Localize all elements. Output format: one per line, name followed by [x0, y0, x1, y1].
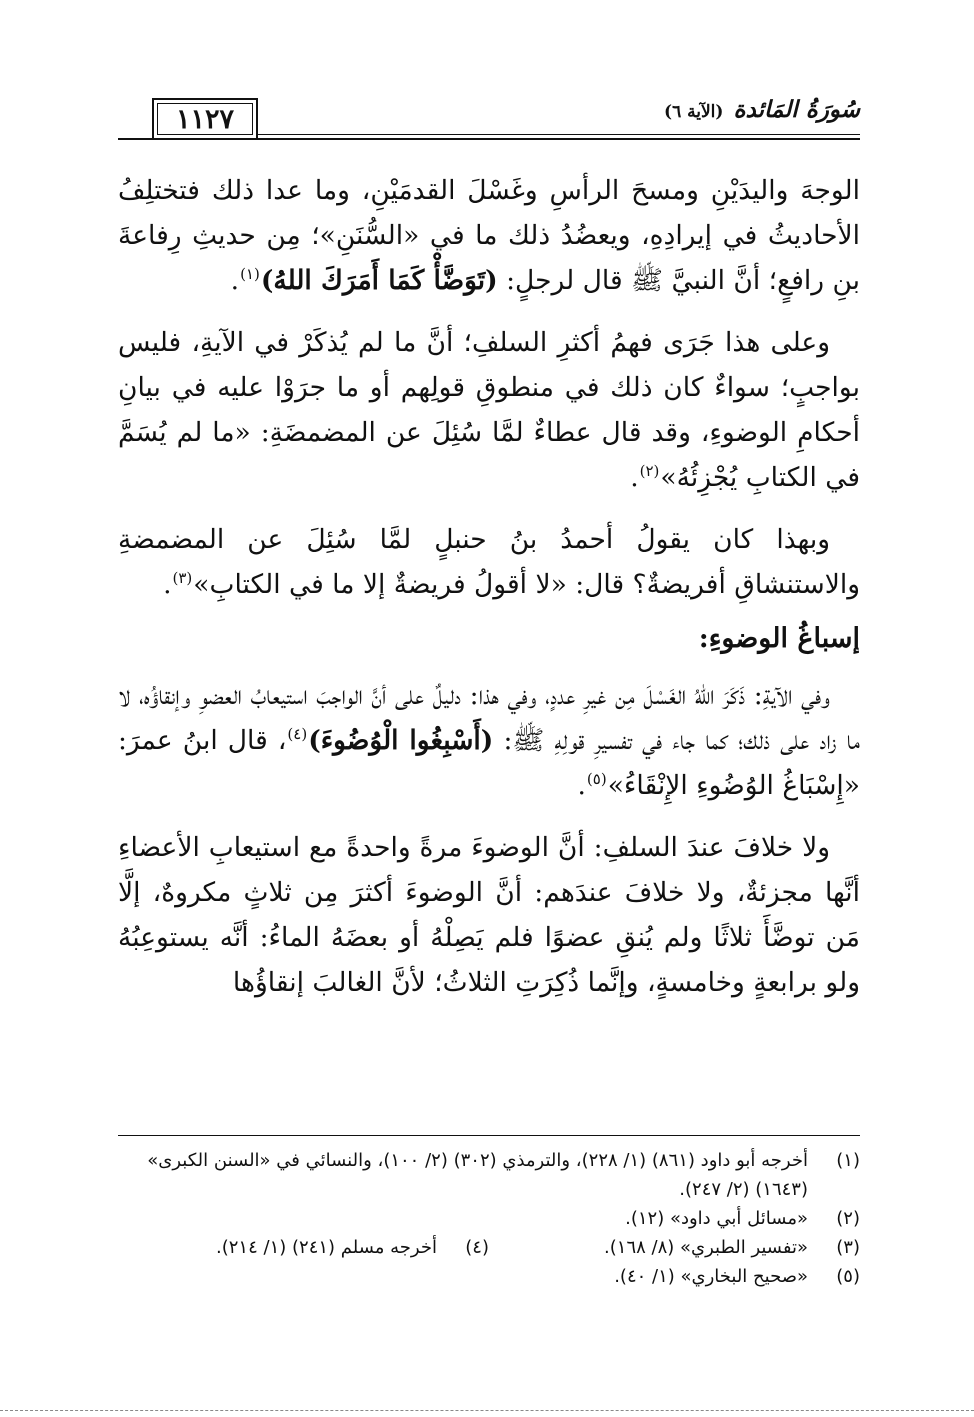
footnote-ref-3[interactable]: (٣) [172, 569, 193, 588]
paragraph-2 [118, 320, 860, 500]
footnote-4-text: أخرجه مسلم (٢٤١) (١/ ٢١٤). [216, 1237, 437, 1258]
paragraph-5 [118, 825, 860, 1005]
paragraph-3 [118, 517, 860, 607]
hadith-quote-1: (تَوَضَّأْ كَمَا أَمَرَكَ اللهُ) [260, 265, 498, 296]
footnote-ref-1[interactable]: (١) [240, 265, 260, 284]
footnote-ref-2[interactable]: (٢) [639, 462, 660, 481]
paragraph-2-text: وعلى هذا جَرَى فهمُ أكثرِ السلفِ؛ أنَّ ما لم يُذكَرْ في الآيةِ، فليس بواجبٍ؛ سواءٌ كان ذلك في منطوقِ قولِهم أو ما جرَوْا عليه في بيانِ أحكامِ الوضوءِ، وقد قال عطاءٌ لمَّا سُئِلَ عن المضمضَةِ: «ما لم يُسَمَّ في الكتابِ يُجْزِئُهُ» [118, 327, 860, 493]
paragraph-1-end: . [230, 265, 240, 296]
footnote-5-number: (٥) [836, 1266, 860, 1287]
footnote-3-text: «تفسير الطبري» (٨/ ١٦٨). [604, 1237, 808, 1258]
page-number-frame [152, 98, 258, 140]
section-heading: إسباغُ الوضوءِ: [698, 623, 860, 654]
footnotes [118, 1146, 860, 1291]
paragraph-3-end: . [163, 569, 172, 600]
scan-edge-mark [0, 1410, 974, 1411]
footnote-separator [118, 1135, 860, 1136]
footnote-2 [118, 1204, 860, 1233]
footnote-4 [118, 1233, 489, 1262]
footnotes-3-4-row [118, 1233, 860, 1262]
paragraph-4-text: وفي الآيةِ: ذَكَرَ اللهُ الغَسْلَ مِن غيرِ عددٍ، وفي هذا: دليلٌ على أنَّ الواجبَ استيعابُ العضوِ وإنقاؤُه، لا ما زاد على ذلك؛ كما جاء في تفسيرِ قولِهِ ﷺ: [118, 680, 861, 756]
footnote-1 [118, 1146, 860, 1204]
footnote-2-text: «مسائل أبي داود» (١٢). [625, 1208, 808, 1229]
footnote-3 [489, 1233, 860, 1262]
paragraph-4-end: . [577, 770, 586, 801]
page-header [118, 96, 860, 144]
footnote-ref-4[interactable]: (٤) [287, 725, 308, 744]
footnote-2-number: (٢) [836, 1208, 860, 1229]
main-text [118, 168, 860, 1005]
footnote-3-number: (٣) [836, 1237, 860, 1258]
paragraph-5-text: ولا خلافَ عندَ السلفِ: أنَّ الوضوءَ مرةً واحدةً مع استيعابِ الأعضاءِ أنَّها مجزئةٌ، ولا خلافَ عندَهم: أنَّ الوضوءَ أكثرَ مِن ثلاثٍ مكروهٌ، إلَّا مَن توضَّأَ ثلاثًا ولم يُنقِ عضوًا فلم يَصِلْهُ أو بعضَهُ الماءُ: أنَّه يستوعِبُهُ ولو برابعةٍ وخامسةٍ، وإنَّما ذُكِرَتِ الثلاثُ؛ لأنَّ الغالبَ إنقاؤُها [118, 832, 860, 998]
footnote-5 [118, 1262, 860, 1291]
paragraph-4-middle: ، قال ابنُ عمرَ: «إِسْبَاغُ الوُضُوءِ الإِنْقَاءُ» [118, 725, 860, 801]
footnote-5-text: «صحيح البخاري» (١/ ٤٠). [614, 1266, 808, 1287]
ayah-reference: (الآية ٦) [664, 102, 724, 122]
footnote-ref-5[interactable]: (٥) [586, 770, 607, 789]
footnote-4-number: (٤) [465, 1237, 489, 1258]
paragraph-3-text: وبهذا كان يقولُ أحمدُ بنُ حنبلٍ لمَّا سُئِلَ عن المضمضةِ والاستنشاقِ أفريضةٌ؟ قال: «لا أقولُ فريضةٌ إلا ما في الكتابِ» [118, 524, 860, 600]
footnote-1-number: (١) [836, 1150, 860, 1171]
running-head [664, 96, 860, 123]
paragraph-2-end: . [630, 462, 639, 493]
header-rule-thin [256, 134, 860, 135]
paragraph-4 [118, 673, 860, 808]
hadith-quote-2: (أَسْبِغُوا الْوُضُوءَ) [308, 725, 494, 756]
paragraph-1 [118, 168, 860, 303]
footnote-1-text: أخرجه أبو داود (٨٦١) (١/ ٢٢٨)، والترمذي (٣٠٢) (٢/ ١٠٠)، والنسائي في «السنن الكبرى» (١٦٤٣) (٢/ ٢٤٧). [147, 1150, 808, 1200]
page-number: ١١٢٧ [175, 103, 234, 135]
paragraph-1-text: الوجهَ واليدَيْنِ ومسحَ الرأسِ وغَسْلَ القدمَيْنِ، وما عدا ذلك فتختلِفُ الأحاديثُ في إيرادِهِ، ويعضُدُ ذلك ما في «السُّنَنِ»؛ مِن حديثِ رِفاعةَ بنِ رافعٍ؛ أنَّ النبيَّ ﷺ قال لرجلٍ: [118, 175, 860, 296]
surah-title: سُورَةُ المَائدة [733, 96, 860, 123]
